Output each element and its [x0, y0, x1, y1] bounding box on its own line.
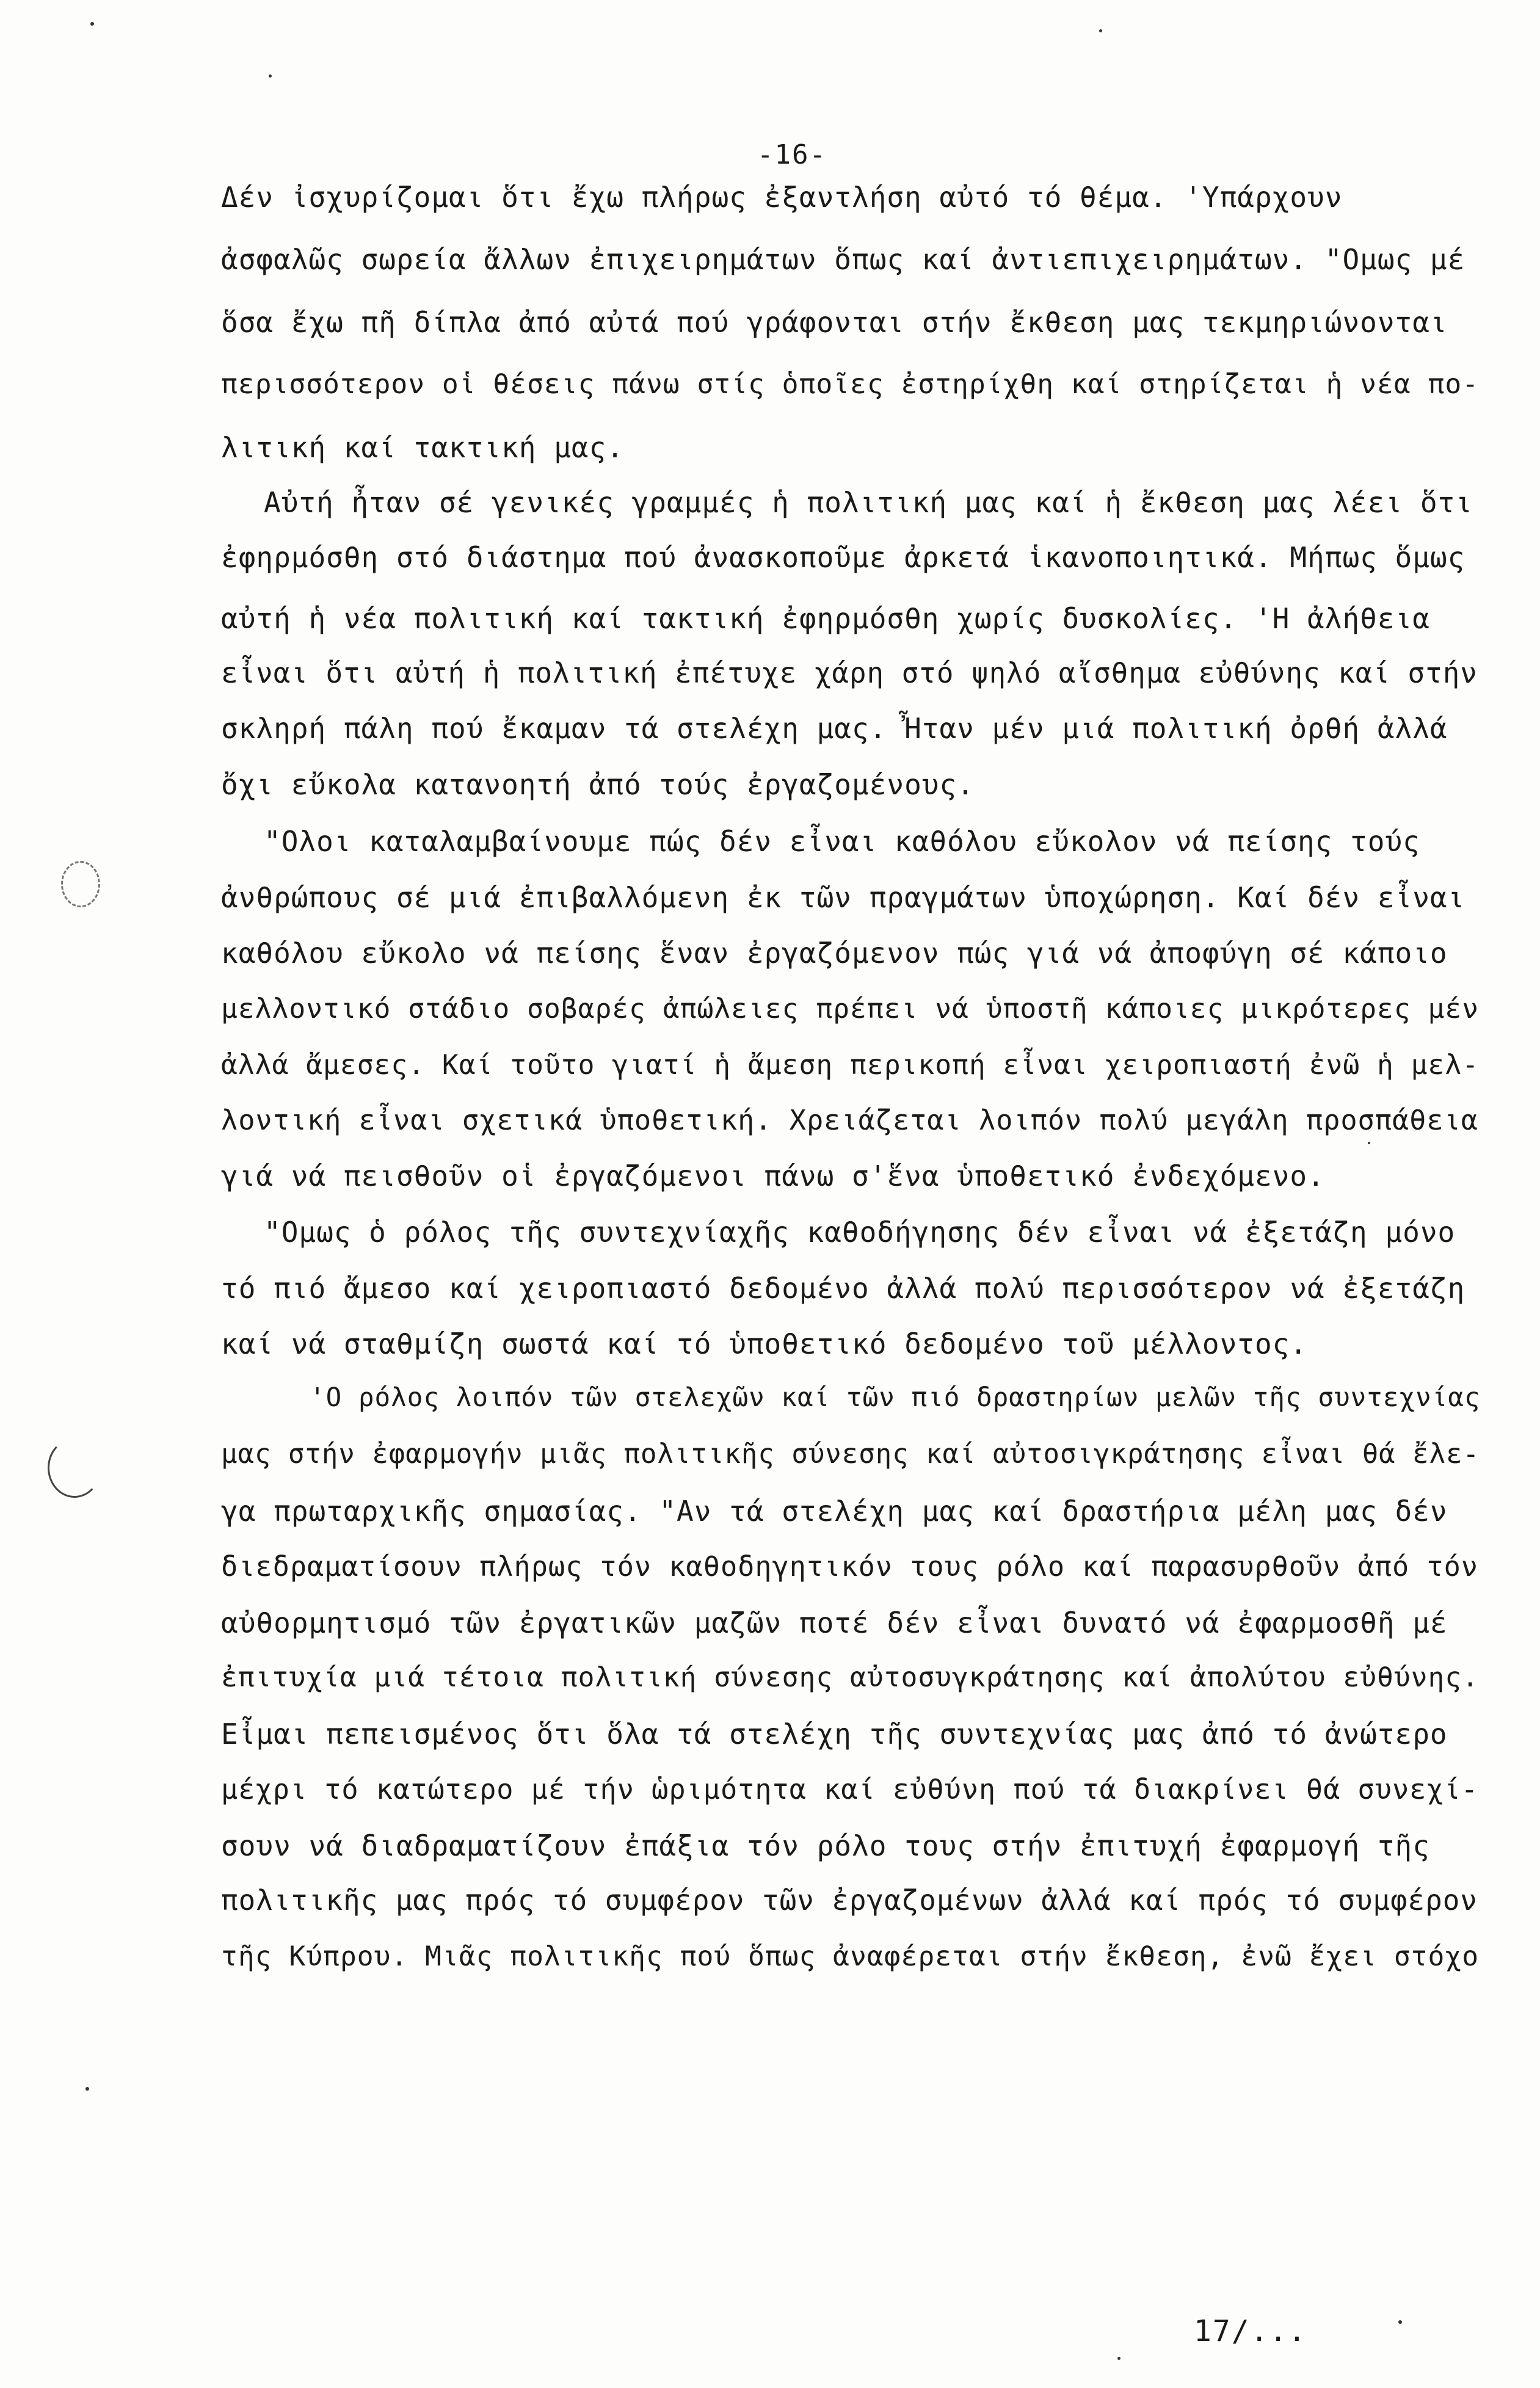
text-line: πολιτικῆς μας πρός τό συμφέρον τῶν ἐργαζομένων ἀλλά καί πρός τό συμφέρον	[221, 1884, 1478, 1917]
scan-speck	[1117, 2357, 1120, 2360]
text-line: τῆς Κύπρου. Μιᾶς πολιτικῆς πού ὅπως ἀναφέρεται στήν ἔκθεση, ἐνῶ ἔχει στόχο	[221, 1940, 1480, 1972]
text-line: μελλοντικό στάδιο σοβαρές ἀπώλειες πρέπει νά ὑποστῆ κάποιες μικρότερες μέν	[221, 993, 1480, 1025]
text-line: μας στήν ἐφαρμογήν μιᾶς πολιτικῆς σύνεσης καί αὐτοσιγκράτησης εἶναι θά ἔλε-	[221, 1439, 1480, 1470]
punch-hole-mark	[61, 861, 100, 907]
text-line: λιτική καί τακτική μας.	[221, 431, 624, 464]
text-line: Εἶμαι πεπεισμένος ὅτι ὅλα τά στελέχη τῆς συντεχνίας μας ἀπό τό ἀνώτερο	[221, 1718, 1448, 1751]
text-line: Αὐτή ἦταν σέ γενικές γραμμές ἡ πολιτική μας καί ἡ ἔκθεση μας λέει ὅτι	[264, 486, 1473, 519]
text-line: γα πρωταρχικῆς σημασίας. "Αν τά στελέχη μας καί δραστήρια μέλη μας δέν	[221, 1495, 1448, 1528]
text-line: λοντική εἶναι σχετικά ὑποθετική. Χρειάζεται λοιπόν πολύ μεγάλη προσπάθεια	[221, 1104, 1478, 1136]
text-line: ἐφηρμόσθη στό διάστημα πού ἀνασκοποῦμε ἀρκετά ἱκανοποιητικά. Μήπως ὅμως	[221, 541, 1466, 574]
text-line: καί νά σταθμίζη σωστά καί τό ὑποθετικό δεδομένο τοῦ μέλλοντος.	[221, 1327, 1308, 1360]
text-line: εἶναι ὅτι αὐτή ἡ πολιτική ἐπέτυχε χάρη στό ψηλό αἴσθημα εὐθύνης καί στήν	[221, 656, 1478, 689]
text-line: σουν νά διαδραματίζουν ἐπάξια τόν ρόλο τους στήν ἐπιτυχή ἐφαρμογή τῆς	[221, 1829, 1430, 1862]
text-line: αὐθορμητισμό τῶν ἐργατικῶν μαζῶν ποτέ δέν εἶναι δυνατό νά ἐφαρμοσθῆ μέ	[221, 1606, 1448, 1639]
punch-hole-mark	[48, 1438, 101, 1498]
text-line: αὐτή ἡ νέα πολιτική καί τακτική ἐφηρμόσθη χωρίς δυσκολίες. 'Η ἀλήθεια	[221, 602, 1430, 635]
text-line: ἀλλά ἄμεσες. Καί τοῦτο γιατί ἡ ἄμεση περικοπή εἶναι χειροπιαστή ἐνῶ ἡ μελ-	[221, 1049, 1480, 1081]
text-line: ἐπιτυχία μιά τέτοια πολιτική σύνεσης αὐτοσυγκράτησης καί ἀπολύτου εὐθύνης.	[221, 1661, 1480, 1693]
text-line: "Ολοι καταλαμβαίνουμε πώς δέν εἶναι καθόλου εὔκολον νά πείσης τούς	[264, 825, 1420, 858]
text-line: καθόλου εὔκολο νά πείσης ἕναν ἐργαζόμενον πώς γιά νά ἀποφύγη σέ κάποιο	[221, 937, 1448, 970]
text-line: "Ομως ὁ ρόλος τῆς συντεχνίαχῆς καθοδήγησης δέν εἶναι νά ἐξετάζη μόνο	[264, 1216, 1456, 1249]
page-number: -16-	[757, 139, 827, 170]
text-line: ὅσα ἔχω πῆ δίπλα ἀπό αὐτά πού γράφονται στήν ἔκθεση μας τεκμηριώνονται	[221, 306, 1448, 339]
scan-speck	[1099, 29, 1102, 32]
scan-speck	[1398, 2320, 1402, 2324]
text-line: περισσότερον οἱ θέσεις πάνω στίς ὁποῖες ἐστηρίχθη καί στηρίζεται ἡ νέα πο-	[221, 368, 1480, 400]
text-line: γιά νά πεισθοῦν οἱ ἐργαζόμενοι πάνω σ'ἕνα ὑποθετικό ἐνδεχόμενο.	[221, 1160, 1325, 1192]
text-line: ἀνθρώπους σέ μιά ἐπιβαλλόμενη ἐκ τῶν πραγμάτων ὑποχώρηση. Καί δέν εἶναι	[221, 881, 1466, 914]
scan-speck	[269, 74, 272, 78]
scan-speck	[90, 22, 94, 26]
text-line: μέχρι τό κατώτερο μέ τήν ὡριμότητα καί εὐθύνη πού τά διακρίνει θά συνεχί-	[221, 1773, 1478, 1806]
text-line: τό πιό ἄμεσο καί χειροπιαστό δεδομένο ἀλλά πολύ περισσότερον νά ἐξετάζη	[221, 1272, 1466, 1305]
continuation-marker: 17/...	[1194, 2314, 1307, 2348]
text-line: ὄχι εὔκολα κατανοητή ἀπό τούς ἐργαζομένους.	[221, 768, 975, 801]
text-line: Δέν ἰσχυρίζομαι ὅτι ἔχω πλήρως ἐξαντλήση αὐτό τό θέμα. 'Υπάρχουν	[221, 181, 1343, 214]
text-line: διεδραματίσουν πλήρως τόν καθοδηγητικόν τους ρόλο καί παρασυρθοῦν ἀπό τόν	[221, 1550, 1478, 1583]
text-line: σκληρή πάλη πού ἔκαμαν τά στελέχη μας. Ἦταν μέν μιά πολιτική ὀρθή ἀλλά	[221, 712, 1448, 745]
text-line: ἀσφαλῶς σωρεία ἄλλων ἐπιχειρημάτων ὅπως καί ἀντιεπιχειρημάτων. "Ομως μέ	[221, 243, 1466, 276]
text-line: 'Ο ρόλος λοιπόν τῶν στελεχῶν καί τῶν πιό δραστηρίων μελῶν τῆς συντεχνίας	[310, 1382, 1481, 1413]
scan-speck	[85, 2087, 89, 2091]
scan-speck	[1368, 1142, 1370, 1144]
